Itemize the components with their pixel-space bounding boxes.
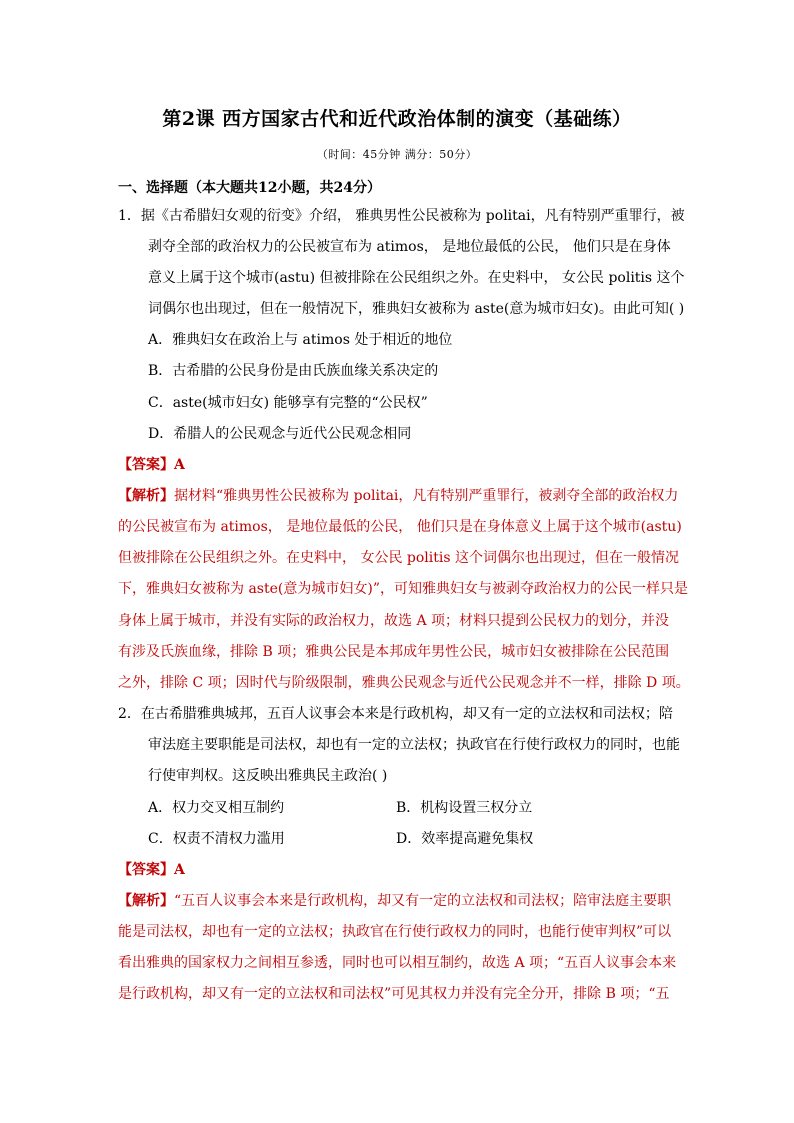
q2-option-c: C．权责不清权力滥用 xyxy=(148,831,285,847)
q2-stem-line: 审法庭主要职能是司法权，却也有一定的立法权；执政官在行使行政权力的同时，也能 xyxy=(148,737,680,753)
analysis-text: 据材料“雅典男性公民被称为 politai，凡有特别严重罪行，被剥夺全部的政治权力 xyxy=(174,488,679,504)
q2-option-d: D．效率提高避免集权 xyxy=(396,831,534,847)
q2-answer xyxy=(118,861,185,879)
answer-label: 【答案】 xyxy=(118,862,174,878)
analysis-label: 【解析】 xyxy=(118,893,174,909)
analysis-text: “五百人议事会本来是行政机构，却又有一定的立法权和司法权；陪审法庭主要职 xyxy=(174,893,672,909)
q1-option-b: B．古希腊的公民身份是由氏族血缘关系决定的 xyxy=(148,363,439,379)
q2-analysis-line: 看出雅典的国家权力之间相互参透，同时也可以相互制约，故选 A 项；“五百人议事会本来 xyxy=(118,955,677,971)
answer-value: A xyxy=(174,862,185,878)
q1-analysis-line xyxy=(118,487,678,505)
q1-option-c: C．aste(城市妇女) 能够享有完整的“公民权” xyxy=(148,395,428,411)
q2-stem-line: 行使审判权。这反映出雅典民主政治( ) xyxy=(148,768,388,784)
q1-stem-line: 1．据《古希腊妇女观的衍变》介绍， 雅典男性公民被称为 politai，凡有特别严重罪行，被 xyxy=(118,208,685,224)
q1-option-d: D．希腊人的公民观念与近代公民观念相同 xyxy=(148,426,412,442)
q1-stem-line: 词偶尔也出现过，但在一般情况下，雅典妇女被称为 aste(意为城市妇女)。由此可知( ) xyxy=(148,301,685,317)
q2-analysis-line: 能是司法权，却也有一定的立法权；执政官在行使行政权力的同时，也能行使审判权”可以 xyxy=(118,924,672,940)
page-title: 第2课 西方国家古代和近代政治体制的演变（基础练） xyxy=(162,108,632,130)
answer-value: A xyxy=(174,457,185,473)
q2-analysis-line xyxy=(118,892,671,910)
q1-option-a: A．雅典妇女在政治上与 atimos 处于相近的地位 xyxy=(148,332,453,348)
q2-option-a: A．权力交叉相互制约 xyxy=(148,800,285,816)
analysis-label: 【解析】 xyxy=(118,488,174,504)
section-heading: 一、选择题（本大题共12小题，共24分） xyxy=(118,180,381,196)
q1-analysis-line: 下，雅典妇女被称为 aste(意为城市妇女)”，可知雅典妇女与被剥夺政治权力的公民一样只是 xyxy=(118,581,688,597)
q1-stem-line: 意义上属于这个城市(astu) 但被排除在公民组织之外。在史料中， 女公民 politis 这个 xyxy=(148,270,685,286)
q1-analysis-line: 之外，排除 C 项；因时代与阶级限制，雅典公民观念与近代公民观念并不一样，排除 D 项。 xyxy=(118,675,690,691)
q2-stem-line: 2．在古希腊雅典城邦，五百人议事会本来是行政机构，却又有一定的立法权和司法权；陪 xyxy=(118,706,673,722)
time-score-info: （时间：45分钟 满分：50分） xyxy=(316,148,478,161)
q1-analysis-line: 身体上属于城市，并没有实际的政治权力，故选 A 项；材料只提到公民权力的划分，并没 xyxy=(118,613,670,629)
answer-label: 【答案】 xyxy=(118,457,174,473)
q1-analysis-line: 的公民被宣布为 atimos， 是地位最低的公民， 他们只是在身体意义上属于这个城市(astu) xyxy=(118,519,682,535)
q2-option-b: B．机构设置三权分立 xyxy=(396,800,533,816)
q2-analysis-line: 是行政机构，却又有一定的立法权和司法权”可见其权力并没有完全分开，排除 B 项；“五 xyxy=(118,986,670,1002)
q1-stem-line: 剥夺全部的政治权力的公民被宣布为 atimos， 是地位最低的公民， 他们只是在身体 xyxy=(148,239,671,255)
q1-answer xyxy=(118,456,185,474)
q1-analysis-line: 但被排除在公民组织之外。在史料中， 女公民 politis 这个词偶尔也出现过，但在一般情况 xyxy=(118,550,679,566)
q1-analysis-line: 有涉及氏族血缘，排除 B 项；雅典公民是本邦成年男性公民，城市妇女被排除在公民范围 xyxy=(118,644,670,660)
